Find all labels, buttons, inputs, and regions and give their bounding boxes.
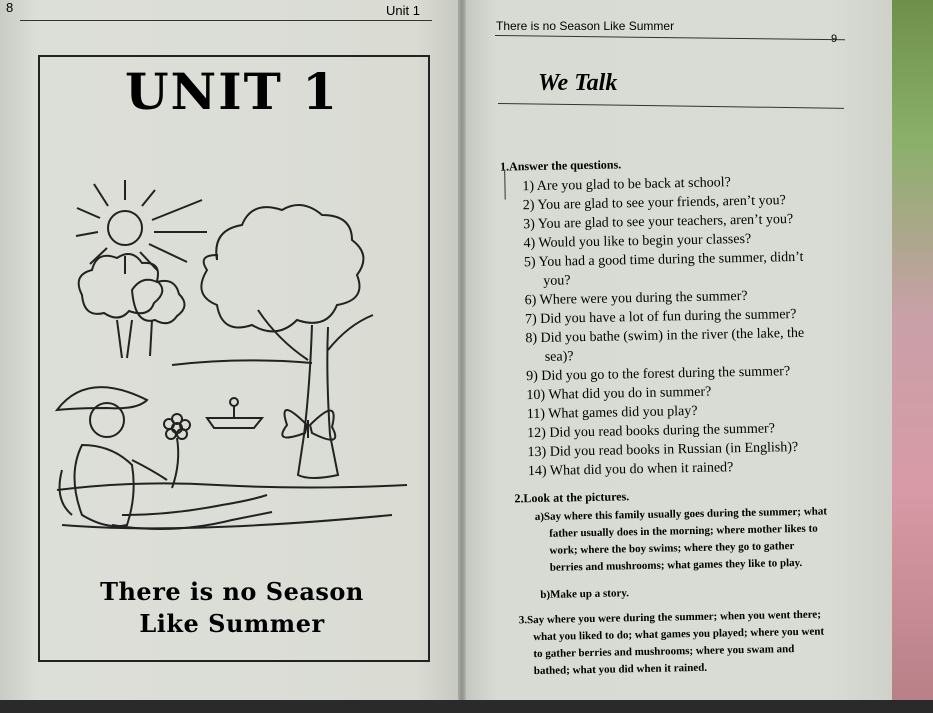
question: 12) Did you read books during the summer? <box>527 421 776 442</box>
left-running-header: Unit 1 <box>386 3 420 18</box>
question: 2) You are glad to see your friends, aren’t you? <box>522 193 786 214</box>
question: you? <box>543 273 571 289</box>
exercise2-part-a: a)Say where this family usually goes during the summer; what father usually does in the morning; where mother likes to work; where the boy swims; where they go to gather berries and mushrooms; what games they like to play. <box>534 505 828 574</box>
left-page-number: 8 <box>6 0 14 15</box>
unit-subtitle-line1: There is no Season <box>100 577 364 606</box>
question: 14) What did you do when it rained? <box>527 460 734 480</box>
right-page-number: 9 <box>831 33 838 45</box>
question: 4) Would you like to begin your classes? <box>523 231 752 252</box>
question: 6) Where were you during the summer? <box>524 288 748 309</box>
question: 10) What did you do in summer? <box>526 384 712 404</box>
question: 8) Did you bathe (swim) in the river (the lake, the <box>525 325 805 347</box>
exercise3: 3.Say where you were during the summer; when you went there; what you liked to do; what games you played; where you went to gather berries and mushrooms; where you swam and bathed; what you did when it rained. <box>518 608 825 678</box>
question: 5) You had a good time during the summer, didn’t <box>523 249 804 271</box>
unit-subtitle-line2: Like Summer <box>139 609 325 638</box>
exercise1-title: 1.Answer the questions. <box>499 157 622 174</box>
question: 1) Are you glad to be back at school? <box>522 175 731 195</box>
question: 13) Did you read books in Russian (in English)? <box>527 439 799 461</box>
exercise2-title: 2.Look at the pictures. <box>514 489 630 506</box>
question: 7) Did you have a lot of fun during the summer? <box>524 306 797 328</box>
section-heading: We Talk <box>538 70 618 96</box>
right-running-head: There is no Season Like Summer <box>496 19 675 33</box>
question: 9) Did you go to the forest during the summer? <box>525 364 791 385</box>
question: 11) What games did you play? <box>526 403 698 423</box>
question: sea)? <box>544 349 574 365</box>
unit-title: UNIT 1 <box>124 62 340 121</box>
question: 3) You are glad to see your teachers, aren’t you? <box>523 212 794 233</box>
exercise2-part-b: b)Make up a story. <box>540 587 630 601</box>
